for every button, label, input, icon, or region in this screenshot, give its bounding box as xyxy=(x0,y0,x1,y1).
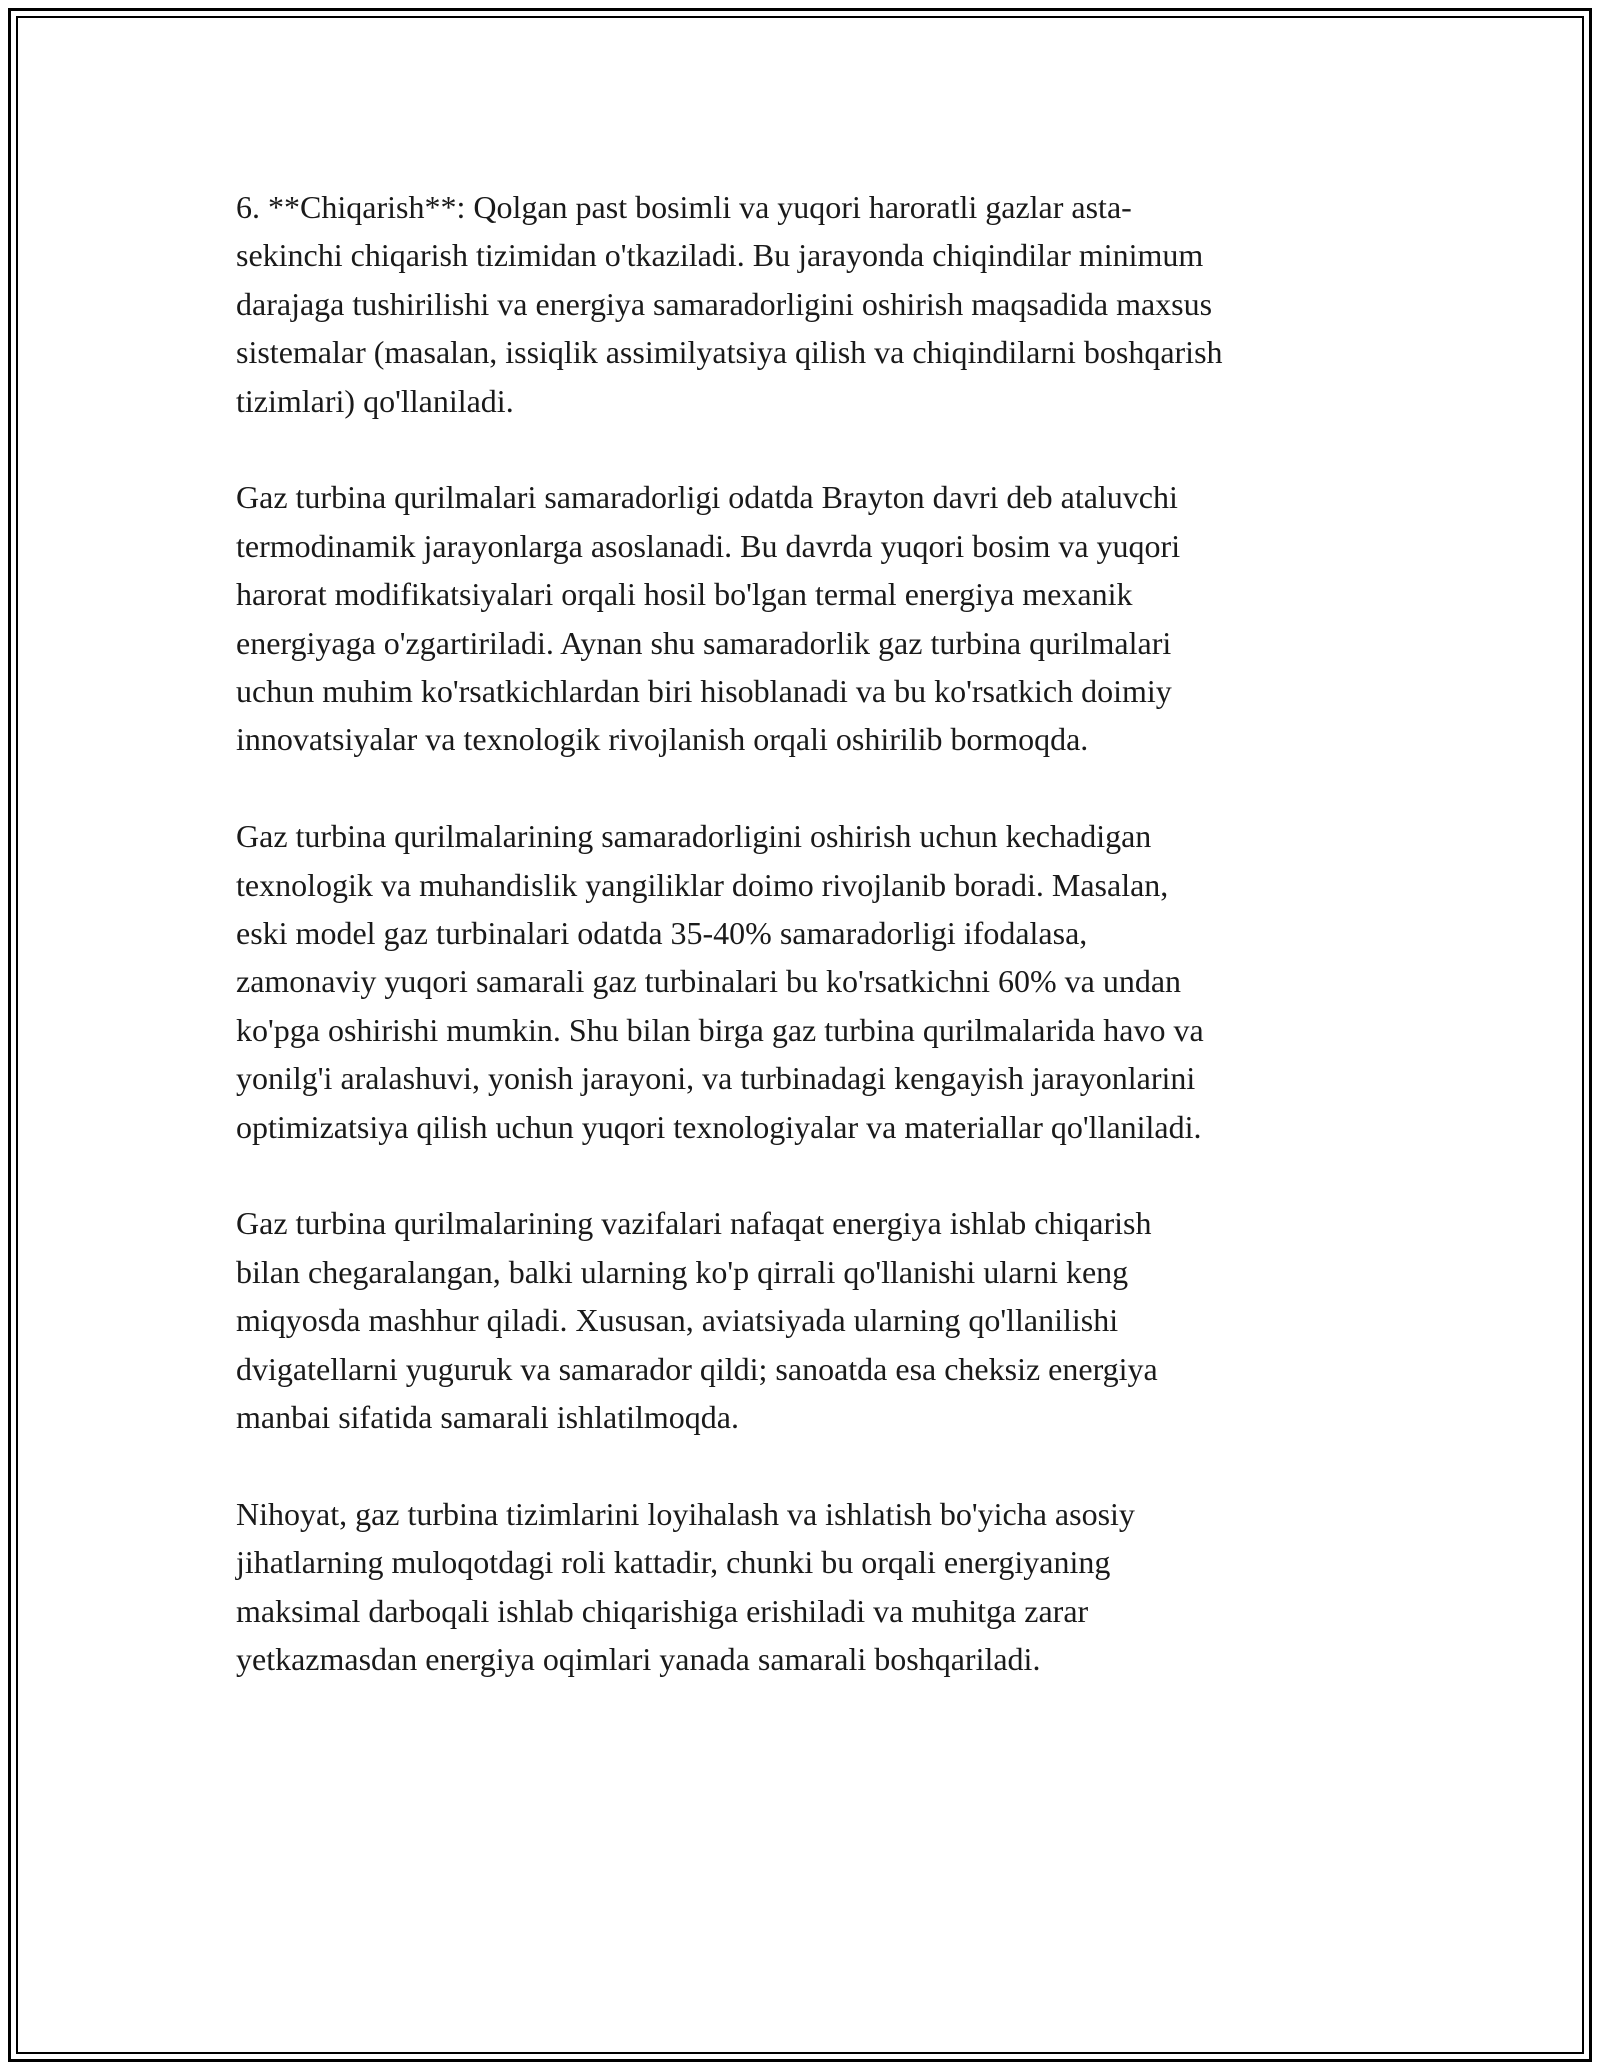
paragraph-exhaust xyxy=(236,183,1376,425)
text-line: darajaga tushirilishi va energiya samaradorligini oshirish maqsadida maxsus xyxy=(236,285,1213,322)
text-line: dvigatellarni yuguruk va samarador qildi; sanoatda esa cheksiz energiya xyxy=(236,1350,1158,1387)
text-line: texnologik va muhandislik yangiliklar doimo rivojlanib boradi. Masalan, xyxy=(236,866,1169,903)
text-line: manbai sifatida samarali ishlatilmoqda. xyxy=(236,1399,739,1436)
text-line: optimizatsiya qilish uchun yuqori texnologiyalar va materiallar qo'llaniladi. xyxy=(236,1108,1202,1145)
paragraph-conclusion xyxy=(236,1490,1376,1684)
text-line: energiyaga o'zgartiriladi. Aynan shu samaradorlik gaz turbina qurilmalari xyxy=(236,624,1172,661)
text-line: termodinamik jarayonlarga asoslanadi. Bu davrda yuqori bosim va yuqori xyxy=(236,527,1181,564)
text-line: 6. **Chiqarish**: Qolgan past bosimli va yuqori haroratli gazlar asta- xyxy=(236,189,1132,225)
document-body xyxy=(236,183,1376,1732)
text-line: Gaz turbina qurilmalarining vazifalari nafaqat energiya ishlab chiqarish xyxy=(236,1205,1152,1242)
text-line: uchun muhim ko'rsatkichlardan biri hisoblanadi va bu ko'rsatkich doimiy xyxy=(236,673,1172,710)
text-line: bilan chegaralangan, balki ularning ko'p qirrali qo'llanishi ularni keng xyxy=(236,1253,1129,1290)
text-line: sekinchi chiqarish tizimidan o'tkaziladi. Bu jarayonda chiqindilar minimum xyxy=(236,237,1204,274)
text-line: miqyosda mashhur qiladi. Xususan, aviatsiyada ularning qo'llanilishi xyxy=(236,1302,1119,1339)
text-line: yonilg'i aralashuvi, yonish jarayoni, va turbinadagi kengayish jarayonlarini xyxy=(236,1060,1196,1097)
paragraph-innovations xyxy=(236,812,1376,1151)
text-line: jihatlarning muloqotdagi roli kattadir, chunki bu orqali energiyaning xyxy=(236,1544,1111,1581)
text-line: zamonaviy yuqori samarali gaz turbinalari bu ko'rsatkichni 60% va undan xyxy=(236,963,1182,1000)
text-line: innovatsiyalar va texnologik rivojlanish orqali oshirilib bormoqda. xyxy=(236,721,1089,758)
text-line: harorat modifikatsiyalari orqali hosil bo'lgan termal energiya mexanik xyxy=(236,576,1133,613)
text-line: Gaz turbina qurilmalarining samaradorligini oshirish uchun kechadigan xyxy=(236,818,1152,855)
text-line: Nihoyat, gaz turbina tizimlarini loyihalash va ishlatish bo'yicha asosiy xyxy=(236,1495,1135,1532)
text-line: maksimal darboqali ishlab chiqarishiga erishiladi va muhitga zarar xyxy=(236,1592,1089,1629)
paragraph-applications xyxy=(236,1199,1376,1441)
text-line: eski model gaz turbinalari odatda 35-40% samaradorligi ifodalasa, xyxy=(236,915,1088,952)
text-line: Gaz turbina qurilmalari samaradorligi odatda Brayton davri deb ataluvchi xyxy=(236,479,1178,516)
text-line: yetkazmasdan energiya oqimlari yanada samarali boshqariladi. xyxy=(236,1641,1041,1678)
text-line: tizimlari) qo'llaniladi. xyxy=(236,382,514,419)
text-line: sistemalar (masalan, issiqlik assimilyatsiya qilish va chiqindilarni boshqarish xyxy=(236,334,1223,371)
paragraph-efficiency xyxy=(236,473,1376,763)
text-line: ko'pga oshirishi mumkin. Shu bilan birga gaz turbina qurilmalarida havo va xyxy=(236,1011,1204,1048)
